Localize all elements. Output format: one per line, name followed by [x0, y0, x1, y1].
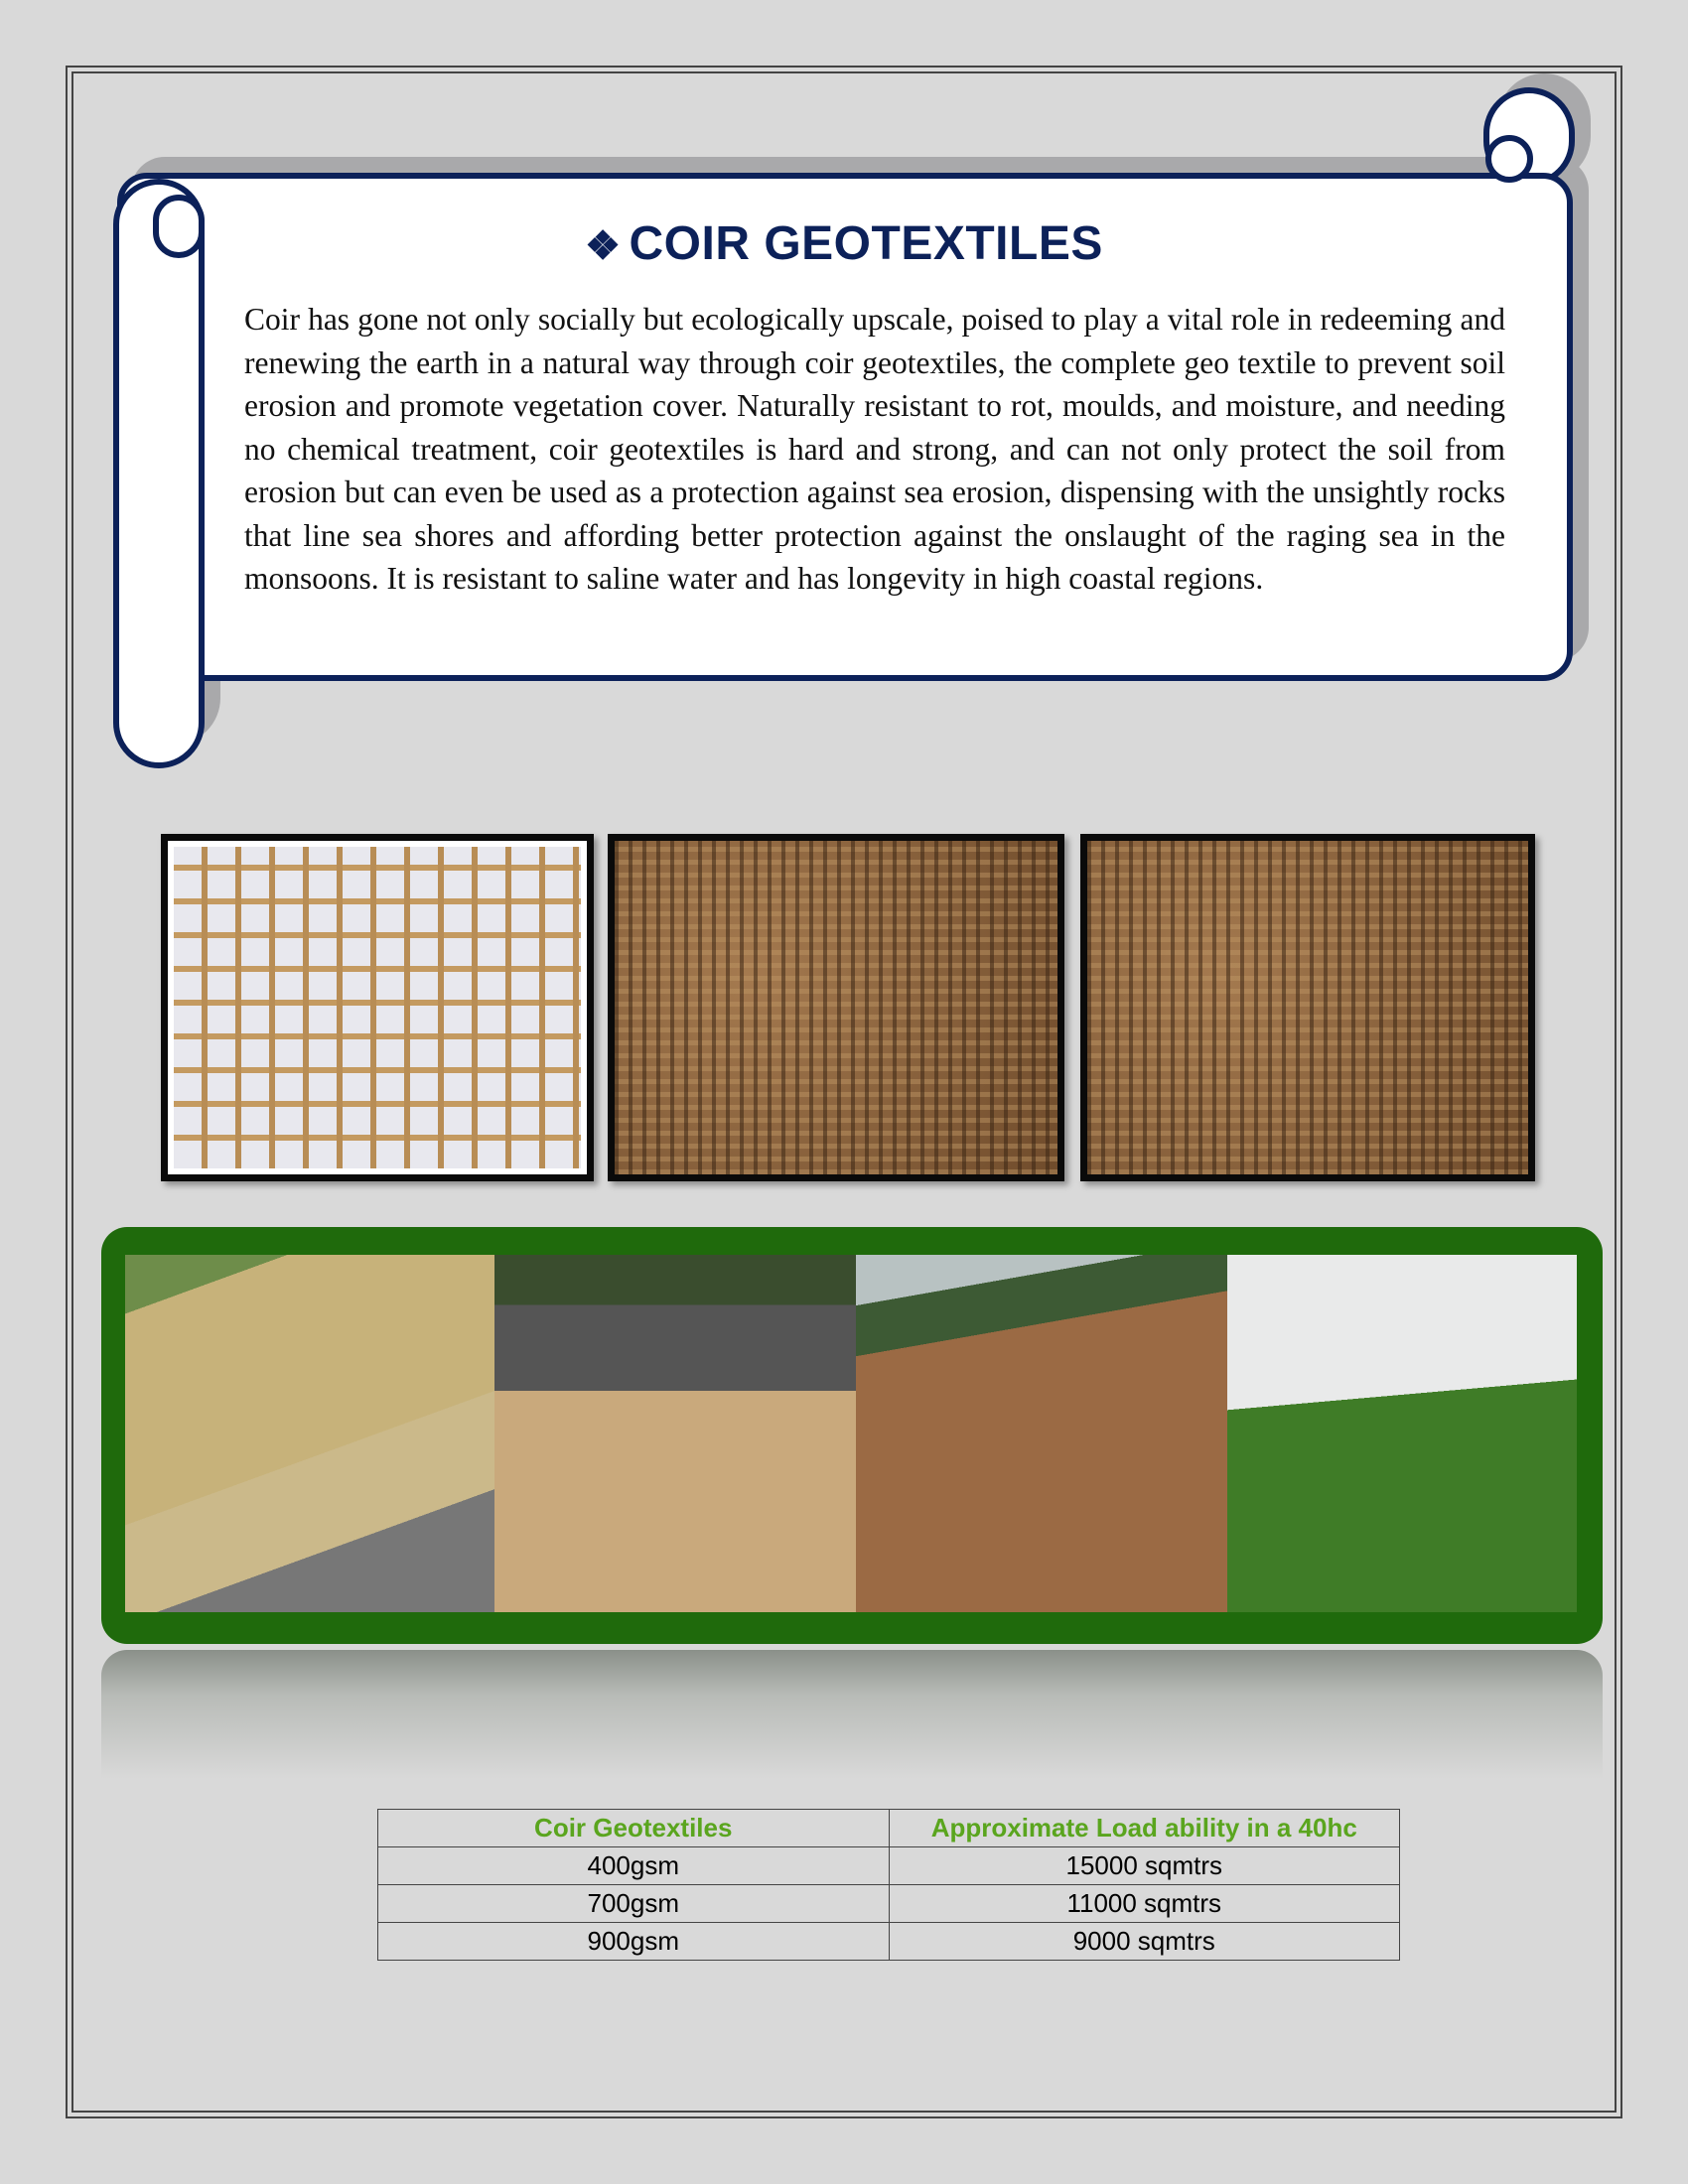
- table-cell: 15000 sqmtrs: [889, 1847, 1400, 1885]
- table-cell: 11000 sqmtrs: [889, 1885, 1400, 1923]
- table-row: [378, 1847, 1400, 1885]
- load-ability-table: [377, 1809, 1400, 1961]
- hillside-coir-photo: [856, 1255, 1227, 1612]
- table-cell: 900gsm: [378, 1923, 890, 1961]
- table-cell: 9000 sqmtrs: [889, 1923, 1400, 1961]
- diamond-bullet-icon: ❖: [585, 224, 622, 268]
- page-title: [0, 216, 1688, 271]
- banner-reflection: [101, 1650, 1603, 1779]
- page-title-text: COIR GEOTEXTILES: [629, 217, 1103, 270]
- table-header-row: [378, 1810, 1400, 1847]
- table-cell: 700gsm: [378, 1885, 890, 1923]
- slope-installation-photo: [125, 1255, 494, 1612]
- table-header-cell: Approximate Load ability in a 40hc: [889, 1810, 1400, 1847]
- table-row: [378, 1923, 1400, 1961]
- vegetated-slope-photo: [1227, 1255, 1577, 1612]
- coir-mesh-photo-dense-weave: [608, 834, 1064, 1181]
- scroll-curl-right-inner: [1485, 135, 1533, 183]
- ground-laying-photo: [494, 1255, 856, 1612]
- coir-mesh-photo-dense-weave-2: [1080, 834, 1535, 1181]
- table-header-cell: Coir Geotextiles: [378, 1810, 890, 1847]
- intro-paragraph: Coir has gone not only socially but ecologically upscale, poised to play a vital role in redeeming and renewing the earth in a natural way through coir geotextiles, the complete geo textile to prevent soil erosion and promote vegetation cover. Naturally resistant to rot, moulds, and moisture, and needing no chemical treatment, coir geotextiles is hard and strong, and can not only protect the soil from erosion but can even be used as a protection against sea erosion, dispensing with the unsightly rocks that line sea shores and affording better protection against the onslaught of the raging sea in the monsoons. It is resistant to saline water and has longevity in high coastal regions.: [244, 302, 1505, 596]
- coir-mesh-photo-open-weave: [161, 834, 594, 1181]
- table-row: [378, 1885, 1400, 1923]
- table-cell: 400gsm: [378, 1847, 890, 1885]
